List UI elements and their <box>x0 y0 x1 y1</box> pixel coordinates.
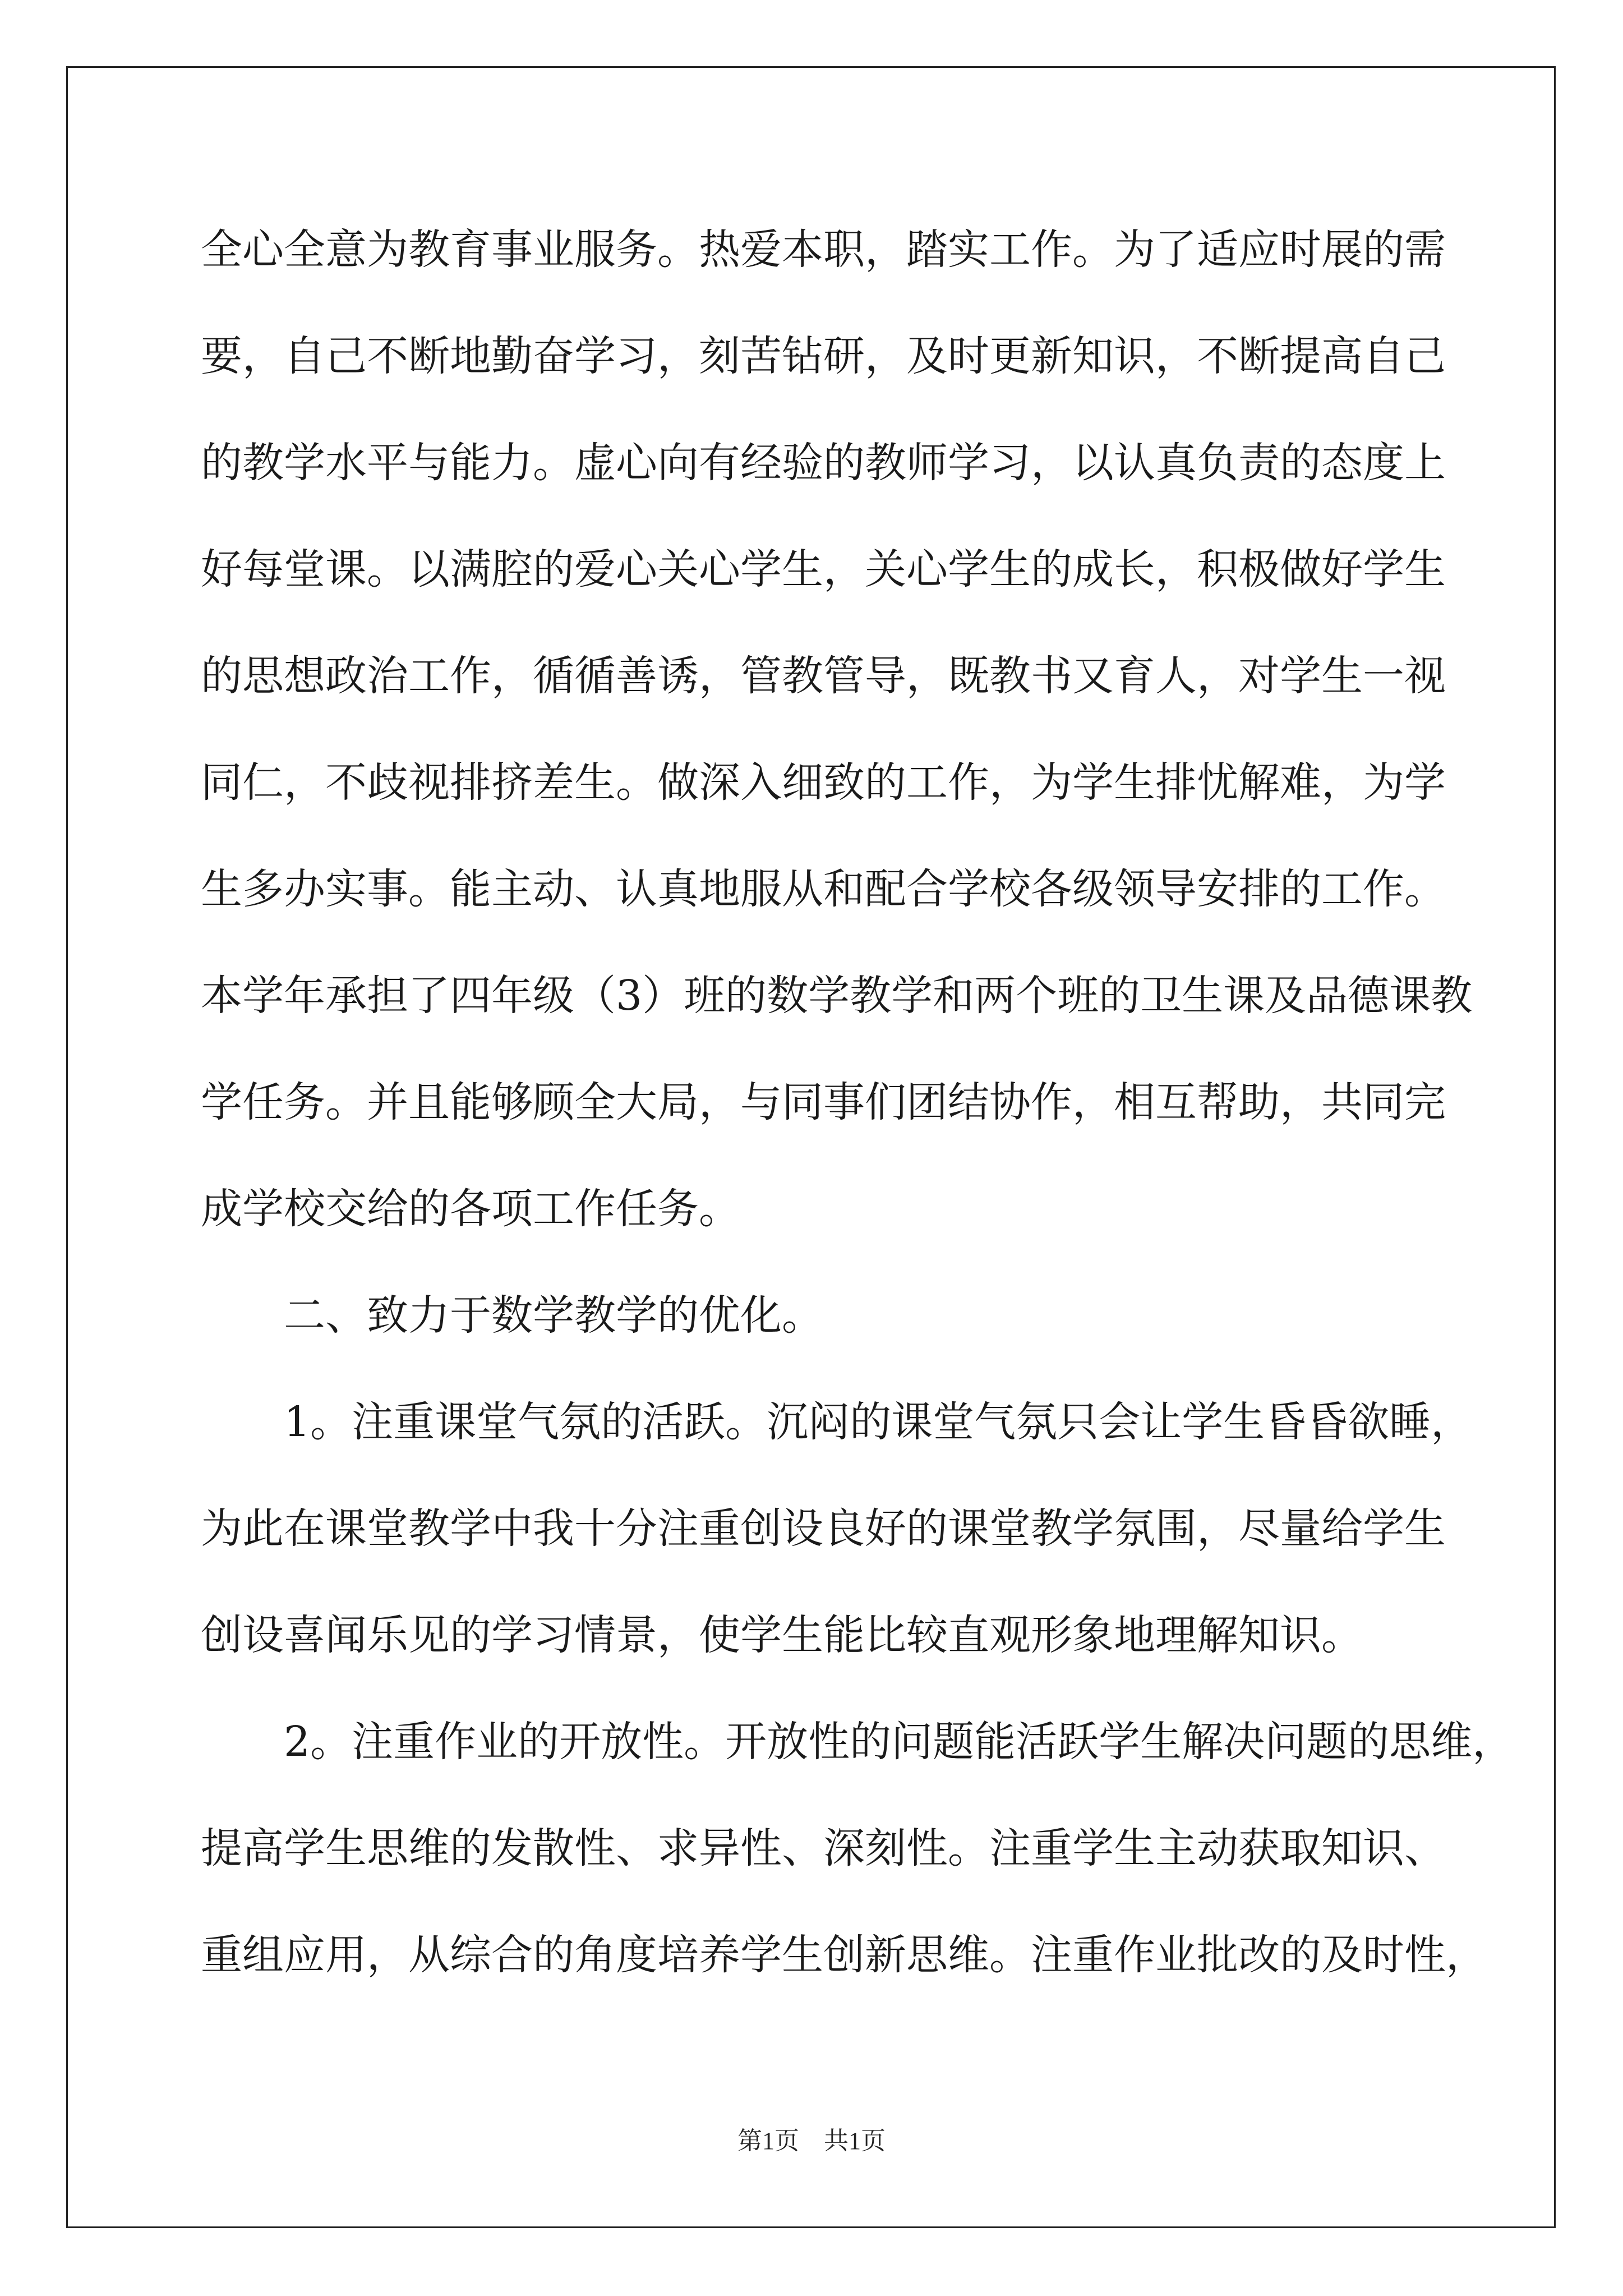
section-heading: 二、致力于数学教学的优化。 <box>284 1291 823 1340</box>
text-line: 全心全意为教育事业服务。热爱本职，踏实工作。为了适应时展的需 <box>201 226 1446 274</box>
text-line: 2。注重作业的开放性。开放性的问题能活跃学生解决问题的思维， <box>284 1718 1514 1766</box>
text-line: 为此在课堂教学中我十分注重创设良好的课堂教学氛围，尽量给学生 <box>201 1504 1446 1553</box>
document-body <box>201 219 1514 2031</box>
text-line: 好每堂课。以满腔的爱心关心学生，关心学生的成长，积极做好学生 <box>201 545 1446 593</box>
text-line: 1。注重课堂气氛的活跃。沉闷的课堂气氛只会让学生昏昏欲睡， <box>284 1398 1473 1446</box>
text-line: 的教学水平与能力。虚心向有经验的教师学习，以认真负责的态度上 <box>201 439 1446 487</box>
text-line: 要，自己不断地勤奋学习，刻苦钻研，及时更新知识，不断提高自己 <box>201 332 1446 380</box>
text-line: 成学校交给的各项工作任务。 <box>201 1185 740 1233</box>
text-line: 的思想政治工作，循循善诱，管教管导，既教书又育人，对学生一视 <box>201 652 1446 700</box>
text-line: 提高学生思维的发散性、求异性、深刻性。注重学生主动获取知识、 <box>201 1824 1446 1872</box>
page-footer <box>0 2120 1623 2156</box>
page-number: 第1页 <box>737 2127 799 2155</box>
text-line: 创设喜闻乐见的学习情景，使学生能比较直观形象地理解知识。 <box>201 1611 1363 1659</box>
text-line: 重组应用，从综合的角度培养学生创新思维。注重作业批改的及时性， <box>201 1931 1487 1979</box>
text-line: 生多办实事。能主动、认真地服从和配合学校各级领导安排的工作。 <box>201 865 1446 913</box>
text-line: 同仁，不歧视排挤差生。做深入细致的工作，为学生排忧解难，为学 <box>201 758 1446 807</box>
text-line: 本学年承担了四年级（3）班的数学教学和两个班的卫生课及品德课教 <box>201 972 1473 1020</box>
text-line: 学任务。并且能够顾全大局，与同事们团结协作，相互帮助，共同完 <box>201 1078 1446 1126</box>
page-total: 共1页 <box>824 2127 886 2155</box>
